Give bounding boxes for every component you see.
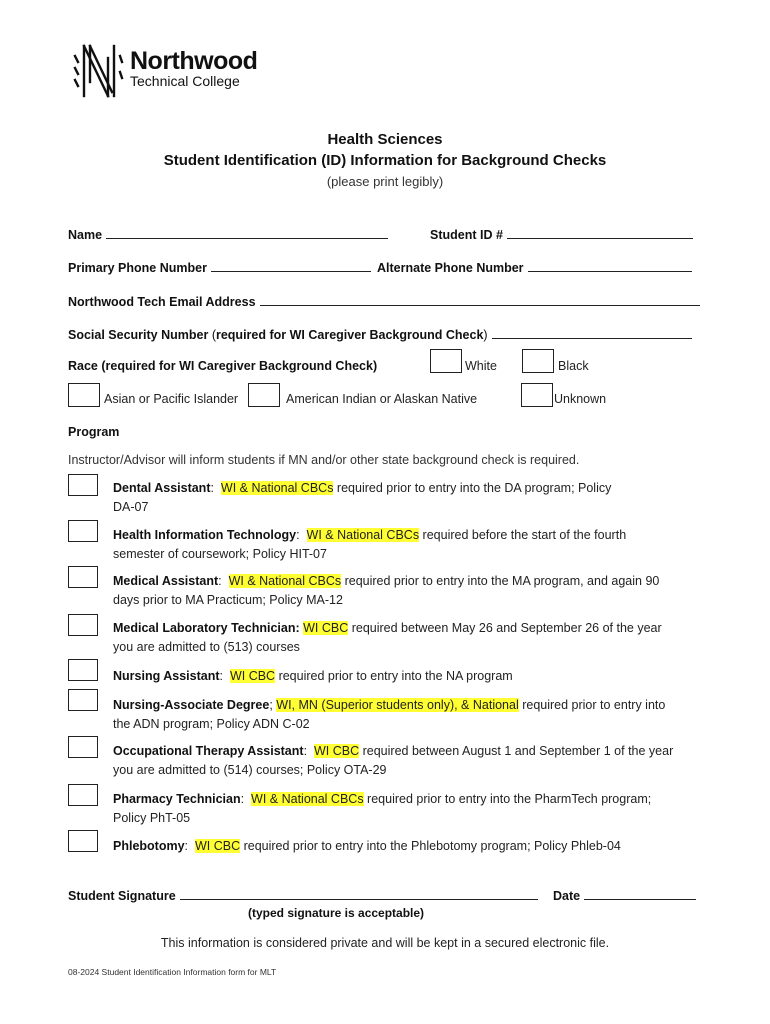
race-american-indian-label: American Indian or Alaskan Native xyxy=(286,392,478,406)
program-sep: : xyxy=(210,481,214,495)
program-item-mlt xyxy=(113,619,713,656)
program-checkbox-ota[interactable] xyxy=(68,736,98,758)
program-highlight: WI & National CBCs xyxy=(306,528,420,542)
signature-row xyxy=(68,887,538,903)
program-item-dental xyxy=(113,479,713,516)
race-asian-checkbox[interactable] xyxy=(68,383,100,407)
email-label: Northwood Tech Email Address xyxy=(68,295,256,309)
college-logo xyxy=(70,42,257,100)
name-label: Name xyxy=(68,228,103,242)
student-id-field[interactable] xyxy=(507,226,693,239)
program-checkbox-ma[interactable] xyxy=(68,566,98,588)
program-sep: : xyxy=(219,669,223,683)
private-note: This information is considered private and will be kept in a secured electronic file. xyxy=(160,936,610,950)
program-heading-text: Program xyxy=(68,425,120,439)
footer-text: 08-2024 Student Identification Information form for MLT xyxy=(68,967,277,977)
program-item-ota xyxy=(113,742,713,779)
program-highlight: WI & National CBCs xyxy=(220,481,334,495)
logo-name: Northwood xyxy=(130,47,258,75)
program-checkbox-hit[interactable] xyxy=(68,520,98,542)
program-item-pharmacy xyxy=(113,790,713,827)
student-id-row xyxy=(430,226,693,242)
program-rest: required prior to entry into the DA program; Policy xyxy=(333,481,612,495)
student-id-label: Student ID # xyxy=(430,228,503,242)
program-checkbox-mlt[interactable] xyxy=(68,614,98,636)
name-field[interactable] xyxy=(106,226,388,239)
program-item-adn xyxy=(113,696,713,733)
signature-label: Student Signature xyxy=(68,889,176,903)
race-black-label: Black xyxy=(558,359,589,373)
program-name: Occupational Therapy Assistant xyxy=(113,744,304,758)
program-highlight: WI CBC xyxy=(303,621,349,635)
race-asian-label: Asian or Pacific Islander xyxy=(104,392,239,406)
program-item-ma xyxy=(113,572,713,609)
program-line2: you are admitted to (513) courses xyxy=(113,639,300,654)
program-line2: days prior to MA Practicum; Policy MA-12 xyxy=(113,592,343,607)
program-line2: Policy PhT-05 xyxy=(113,810,191,825)
program-checkbox-adn[interactable] xyxy=(68,689,98,711)
program-rest: required prior to entry into xyxy=(518,698,666,712)
program-item-hit xyxy=(113,526,713,563)
program-rest: required prior to entry into the MA program, and again 90 xyxy=(341,574,660,588)
race-unknown-label: Unknown xyxy=(554,392,607,406)
ssn-requirement: required for WI Caregiver Background Check xyxy=(215,328,484,342)
program-line2: DA-07 xyxy=(113,499,149,514)
race-unknown-checkbox[interactable] xyxy=(521,383,553,407)
ssn-row xyxy=(68,326,692,342)
program-rest: required prior to entry into the PharmTech program; xyxy=(363,792,652,806)
program-name: Dental Assistant xyxy=(113,481,211,495)
signature-field[interactable] xyxy=(180,887,538,900)
program-checkbox-na[interactable] xyxy=(68,659,98,681)
program-item-phlebotomy xyxy=(113,837,713,856)
primary-phone-label: Primary Phone Number xyxy=(68,261,207,275)
program-checkbox-dental[interactable] xyxy=(68,474,98,496)
email-field[interactable] xyxy=(260,293,700,306)
program-checkbox-pharmacy[interactable] xyxy=(68,784,98,806)
program-sep: : xyxy=(303,744,308,758)
program-highlight: WI CBC xyxy=(229,669,276,683)
alternate-phone-field[interactable] xyxy=(528,259,692,272)
program-highlight: WI CBC xyxy=(314,744,360,758)
program-line2: you are admitted to (514) courses; Policy OTA-29 xyxy=(113,762,387,777)
program-line2: semester of coursework; Policy HIT-07 xyxy=(113,546,327,561)
program-sep: : xyxy=(296,528,300,542)
program-rest: required prior to entry into the Phlebotomy program; Policy Phleb-04 xyxy=(240,839,621,853)
signature-note: (typed signature is acceptable) xyxy=(248,906,425,920)
program-name: Pharmacy Technician xyxy=(113,792,241,806)
date-row xyxy=(553,887,696,903)
date-label: Date xyxy=(553,889,581,903)
program-item-na xyxy=(113,667,713,686)
program-checkbox-phlebotomy[interactable] xyxy=(68,830,98,852)
program-sep: ; xyxy=(269,698,273,712)
program-heading xyxy=(68,425,119,439)
program-rest: required prior to entry into the NA program xyxy=(275,669,513,683)
program-highlight: WI, MN (Superior students only), & National xyxy=(276,698,519,712)
program-intro: Instructor/Advisor will inform students if MN and/or other state background check is required. xyxy=(68,453,580,467)
name-row xyxy=(68,226,388,242)
program-highlight: WI CBC xyxy=(194,839,241,853)
program-name: Health Information Technology xyxy=(113,528,297,542)
alternate-phone-label: Alternate Phone Number xyxy=(377,261,524,275)
program-name: Medical Laboratory Technician: xyxy=(113,621,300,635)
program-sep: : xyxy=(218,574,222,588)
program-name: Nursing-Associate Degree xyxy=(113,698,270,712)
race-black-checkbox[interactable] xyxy=(522,349,554,373)
page-title: Health Sciences xyxy=(327,131,443,148)
email-row xyxy=(68,293,700,309)
primary-phone-row xyxy=(68,259,371,275)
program-rest: required before the start of the fourth xyxy=(419,528,627,542)
primary-phone-field[interactable] xyxy=(211,259,371,272)
race-label: Race (required for WI Caregiver Background Check) xyxy=(68,359,378,373)
program-name: Medical Assistant xyxy=(113,574,219,588)
race-white-label: White xyxy=(465,359,497,373)
program-highlight: WI & National CBCs xyxy=(251,792,364,806)
logo-subtitle: Technical College xyxy=(130,73,240,89)
alternate-phone-row xyxy=(377,259,692,275)
program-rest: required between May 26 and September 26 of the year xyxy=(348,621,662,635)
program-highlight: WI & National CBCs xyxy=(228,574,342,588)
race-row xyxy=(68,359,377,373)
program-line2: the ADN program; Policy ADN C-02 xyxy=(113,716,310,731)
ssn-label: Social Security Number xyxy=(68,328,209,342)
ssn-paren-open: ( xyxy=(211,328,216,342)
date-field[interactable] xyxy=(584,887,696,900)
ssn-field[interactable] xyxy=(492,326,692,339)
print-note: (please print legibly) xyxy=(326,174,444,189)
page-subtitle: Student Identification (ID) Information for Background Checks xyxy=(163,152,607,169)
northwood-logo-icon xyxy=(70,42,124,100)
program-sep: : xyxy=(240,792,245,806)
ssn-paren-close: ) xyxy=(483,328,488,342)
race-white-checkbox[interactable] xyxy=(430,349,462,373)
program-rest: required between August 1 and September 1 of the year xyxy=(359,744,674,758)
program-sep: : xyxy=(184,839,189,853)
race-american-indian-checkbox[interactable] xyxy=(248,383,280,407)
program-name: Phlebotomy xyxy=(113,839,185,853)
program-name: Nursing Assistant xyxy=(113,669,220,683)
